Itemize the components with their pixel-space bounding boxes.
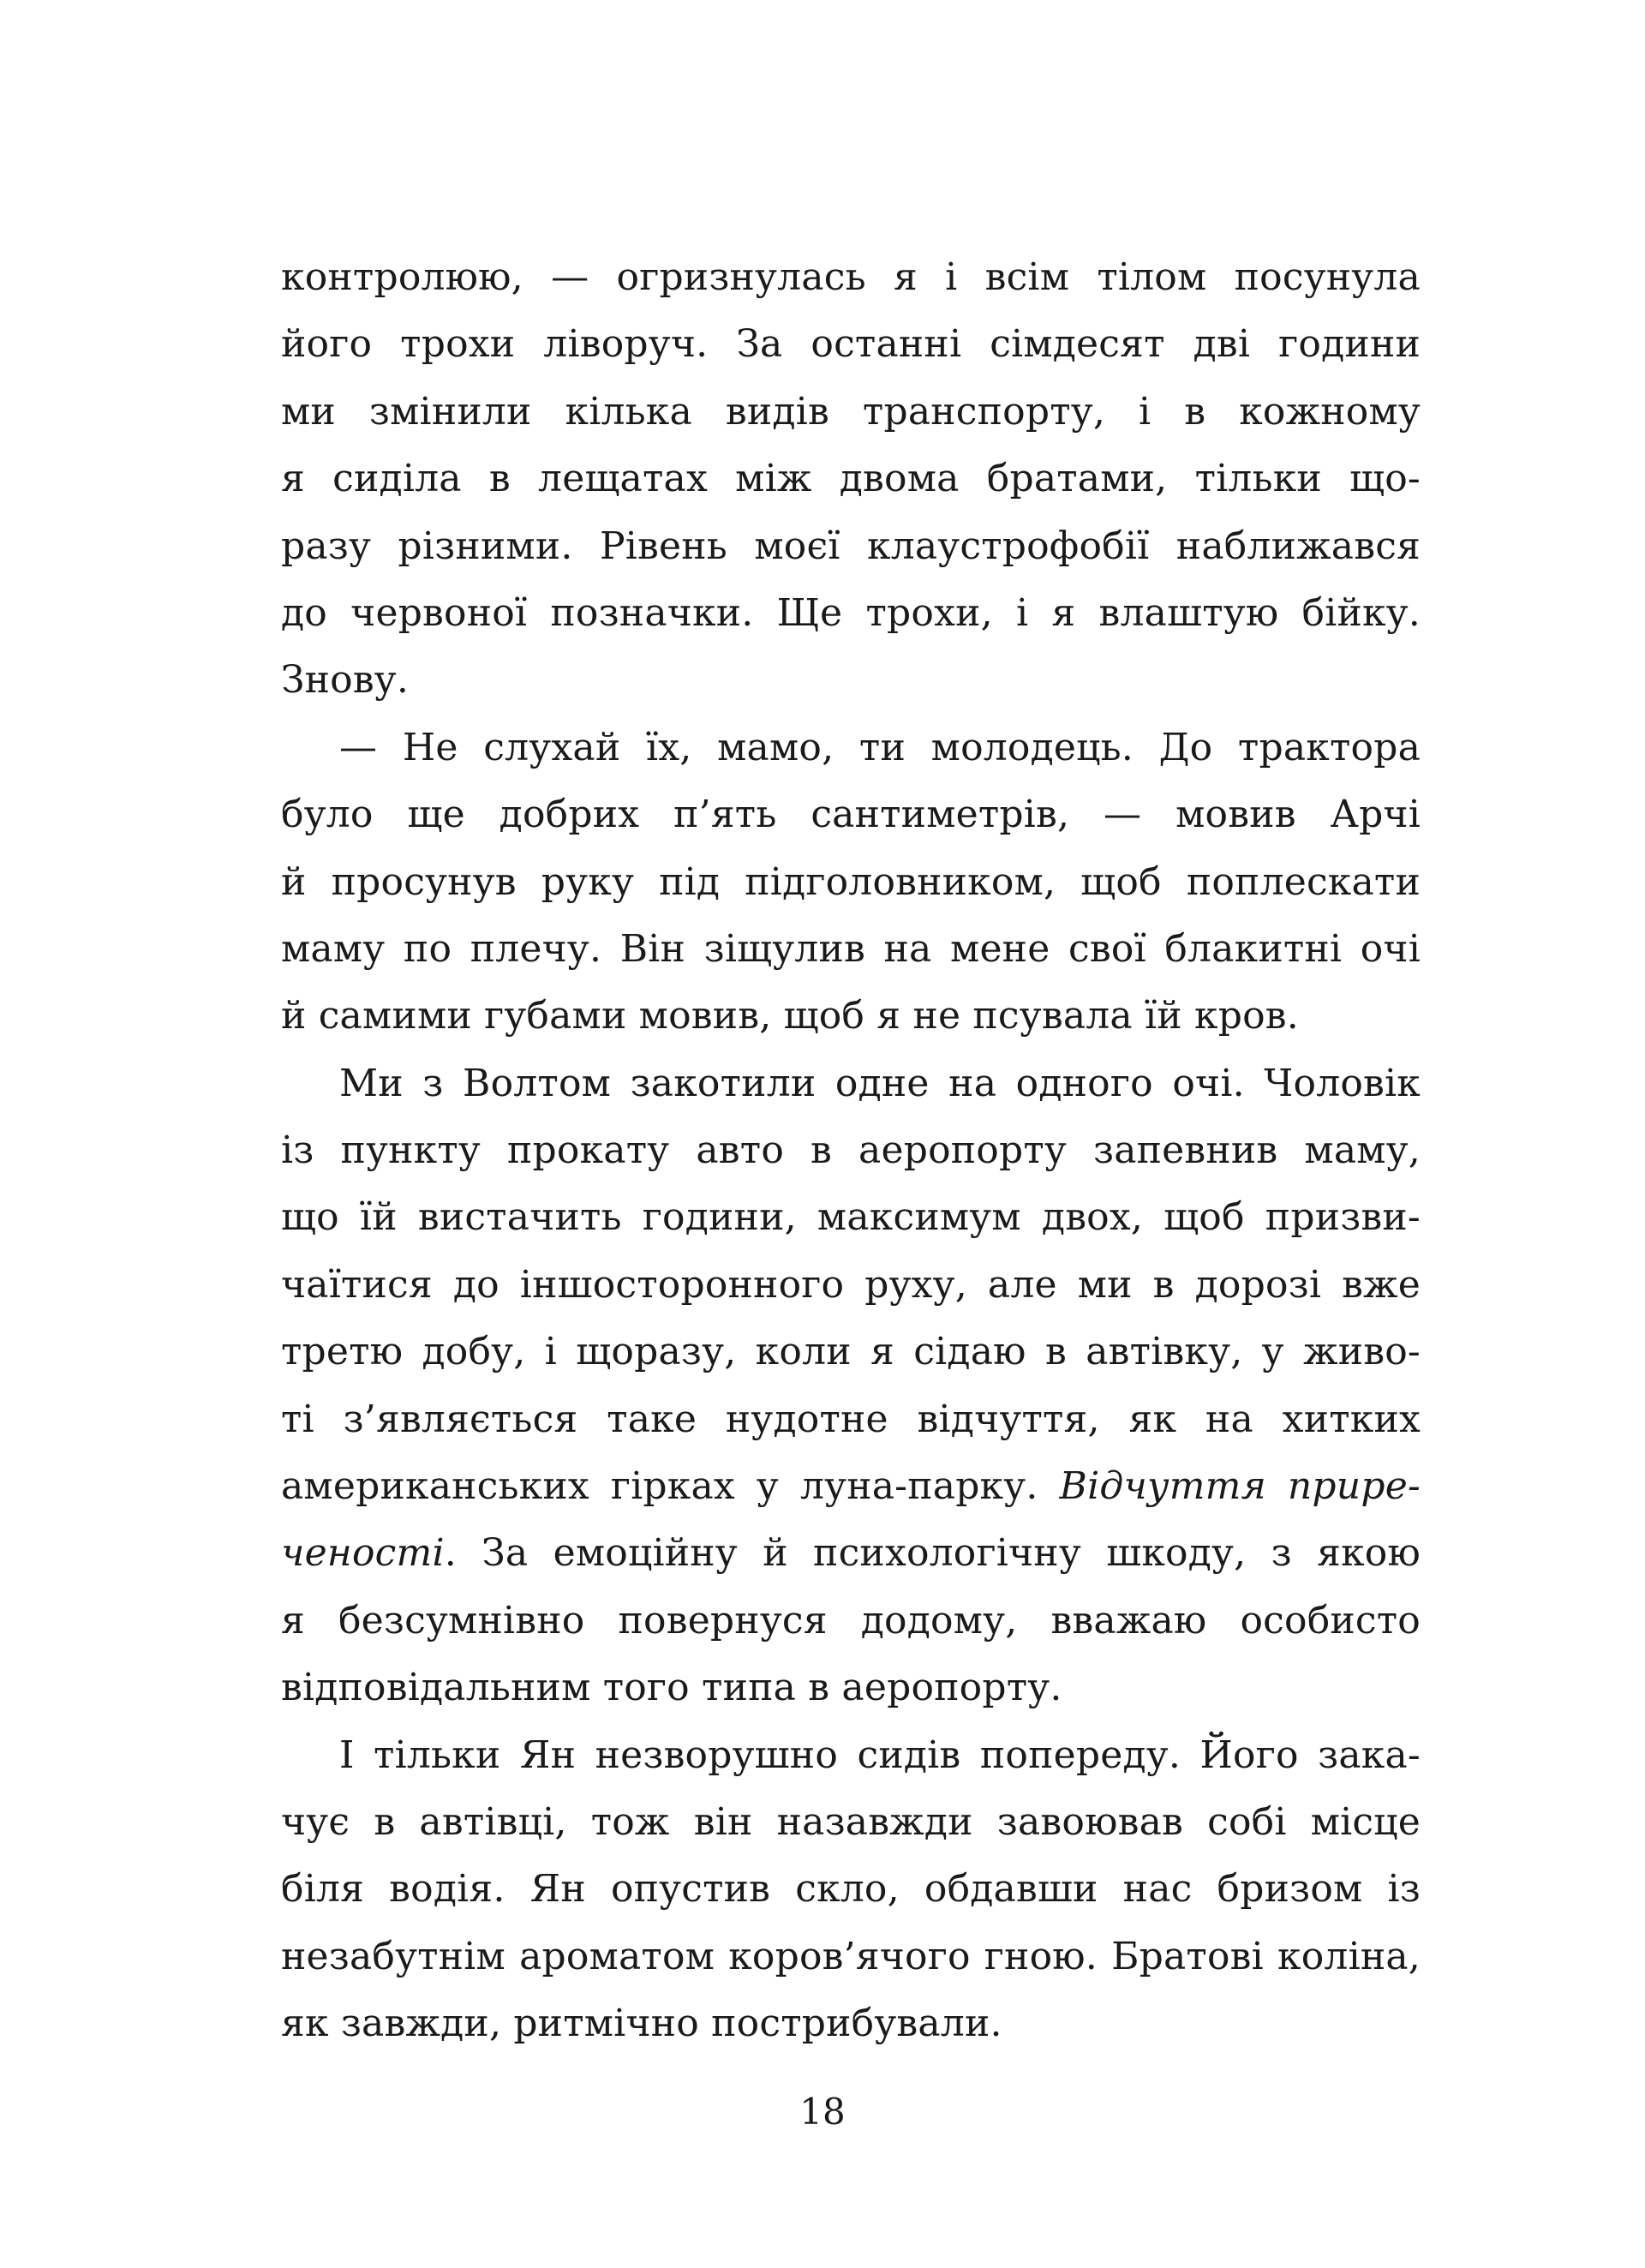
text-line: ті з’являється таке нудотне відчуття, як на хитких [281,1397,1421,1441]
text-line: я сиділа в лещатах між двома братами, тільки що- [281,457,1421,501]
text-line [281,1453,1421,1520]
text-line: відповідальним того типа в аеропорту. [281,1666,1062,1710]
text-line: й просунув руку під підголовником, щоб поплескати [281,859,1421,904]
text-line: незабутнім ароматом коров’ячого гною. Братові коліна, [281,1934,1421,1978]
page-number: 18 [799,2091,846,2133]
body-text [281,244,1421,2058]
italic-text: Відчуття прире- [1059,1464,1421,1509]
text-line: що їй вистачить години, максимум двох, щоб призви- [281,1195,1421,1240]
text-line: його трохи ліворуч. За останні сімдесят дві години [281,322,1421,367]
italic-text: ченості [281,1531,445,1576]
text-line: чує в автівці, тож він назавжди завоював собі місце [281,1799,1421,1844]
text-line: маму по плечу. Він зіщулив на мене свої блакитні очі [281,926,1421,971]
text-line: я безсумнівно повернуся додому, вважаю особисто [281,1598,1421,1643]
text-line: — Не слухай їх, мамо, ти молодець. До трактора [339,725,1421,769]
text-line: до червоної позначки. Ще трохи, і я влаштую бійку. [281,590,1421,635]
text-line: із пункту прокату авто в аеропорту запевнив маму, [281,1128,1421,1173]
text-line: Ми з Волтом закотили одне на одного очі. Чоловік [339,1061,1421,1105]
text-line: контролюю, — огризнулась я і всім тілом посунула [281,255,1421,299]
text-line: Знову. [281,658,410,703]
text-line [281,1520,1421,1587]
text-line: й самими губами мовив, щоб я не псувала їй кров. [281,994,1299,1038]
text-line: біля водія. Ян опустив скло, обдавши нас бризом із [281,1867,1421,1912]
text-line: разу різними. Рівень моєї клаустрофобії наближався [281,524,1421,568]
text-line: чаїтися до іншосторонного руху, але ми в дорозі вже [281,1262,1421,1307]
text-span: . За емоційну й психологічну шкоду, з якою [444,1531,1421,1576]
text-line: було ще добрих п’ять сантиметрів, — мовив Арчі [281,793,1421,837]
text-line: ми змінили кілька видів транспорту, і в кожному [281,389,1421,434]
text-span: американських гірках у луна-парку. [281,1464,1038,1509]
text-line: третю добу, і щоразу, коли я сідаю в автівку, у живо- [281,1330,1421,1374]
text-line: як завжди, ритмічно пострибували. [281,2002,1002,2046]
text-line: І тільки Ян незворушно сидів попереду. Його зака- [339,1732,1421,1777]
